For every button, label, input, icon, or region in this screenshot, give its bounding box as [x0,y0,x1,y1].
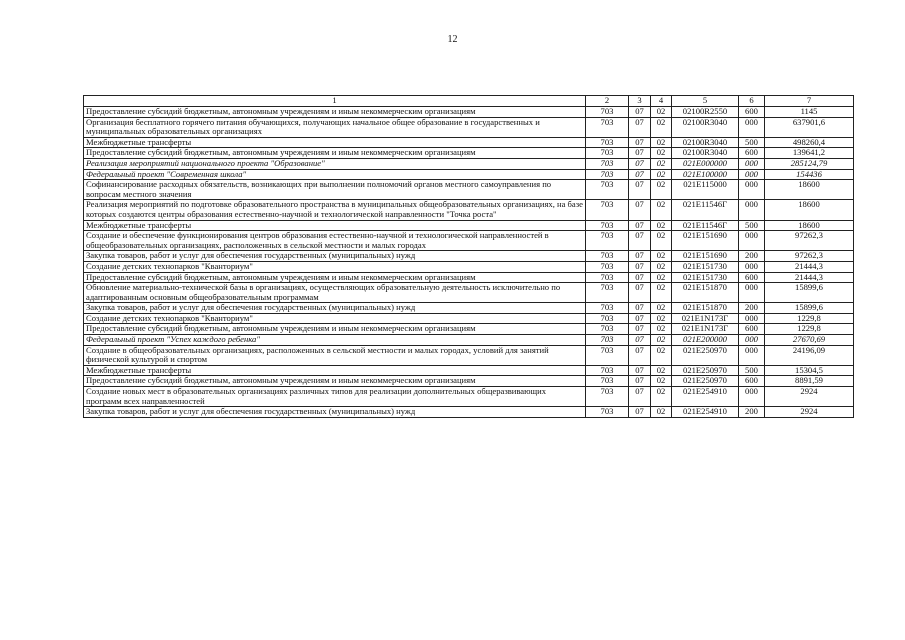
row-name: Межбюджетные трансферты [84,365,586,376]
row-name: Предоставление субсидий бюджетным, автономным учреждениям и иным некоммерческим организациям [84,376,586,387]
table-row [84,148,854,159]
table-row [84,387,854,407]
row-name: Создание детских технопарков "Кванториум" [84,313,586,324]
row-amount: 15899,6 [765,303,854,314]
row-name: Обновление материально-технической базы в организациях, осуществляющих образовательную деятельность исключительно по адаптированным основным общеобразовательным программам [84,283,586,303]
row-subsection-code: 02 [651,148,672,159]
row-subsection-code: 02 [651,117,672,137]
row-name: Создание новых мест в образовательных организациях различных типов для реализации дополнительных общеразвивающих программ всех направленностей [84,387,586,407]
header-col-2: 2 [586,96,629,107]
row-subsection-code: 02 [651,137,672,148]
row-name: Реализация мероприятий национального проекта "Образование" [84,158,586,169]
row-subsection-code: 02 [651,376,672,387]
row-amount: 498260,4 [765,137,854,148]
row-section-code: 07 [629,169,651,180]
table-row [84,303,854,314]
row-name: Закупка товаров, работ и услуг для обеспечения государственных (муниципальных) нужд [84,251,586,262]
row-section-code: 07 [629,158,651,169]
row-chapter-code: 703 [586,303,629,314]
header-col-5: 5 [672,96,739,107]
row-section-code: 07 [629,324,651,335]
row-chapter-code: 703 [586,335,629,346]
row-subsection-code: 02 [651,251,672,262]
table-row [84,272,854,283]
budget-table [83,95,854,418]
row-target-article: 021E1N173Г [672,324,739,335]
row-expense-type: 200 [739,407,765,418]
row-chapter-code: 703 [586,107,629,118]
row-section-code: 07 [629,313,651,324]
table-body [84,107,854,418]
row-chapter-code: 703 [586,345,629,365]
row-subsection-code: 02 [651,180,672,200]
row-target-article: 021E254910 [672,407,739,418]
row-amount: 285124,79 [765,158,854,169]
row-chapter-code: 703 [586,137,629,148]
row-section-code: 07 [629,365,651,376]
row-section-code: 07 [629,376,651,387]
table-row [84,169,854,180]
row-amount: 1229,8 [765,324,854,335]
row-amount: 18600 [765,220,854,231]
row-target-article: 021E151730 [672,261,739,272]
row-expense-type: 500 [739,365,765,376]
row-expense-type: 000 [739,231,765,251]
table-row [84,324,854,335]
row-subsection-code: 02 [651,365,672,376]
row-expense-type: 600 [739,324,765,335]
row-target-article: 021E151870 [672,303,739,314]
row-chapter-code: 703 [586,376,629,387]
row-amount: 154436 [765,169,854,180]
table-row [84,251,854,262]
row-chapter-code: 703 [586,313,629,324]
row-name: Закупка товаров, работ и услуг для обеспечения государственных (муниципальных) нужд [84,407,586,418]
row-section-code: 07 [629,200,651,220]
row-section-code: 07 [629,283,651,303]
row-expense-type: 000 [739,345,765,365]
row-chapter-code: 703 [586,169,629,180]
row-chapter-code: 703 [586,180,629,200]
row-subsection-code: 02 [651,220,672,231]
header-col-3: 3 [629,96,651,107]
row-subsection-code: 02 [651,407,672,418]
row-subsection-code: 02 [651,261,672,272]
row-subsection-code: 02 [651,345,672,365]
row-expense-type: 000 [739,169,765,180]
table-row [84,107,854,118]
table-row [84,231,854,251]
table-row [84,200,854,220]
row-target-article: 021E250970 [672,376,739,387]
row-target-article: 02100R3040 [672,137,739,148]
row-expense-type: 600 [739,148,765,159]
row-amount: 97262,3 [765,251,854,262]
row-name: Предоставление субсидий бюджетным, автономным учреждениям и иным некоммерческим организациям [84,107,586,118]
row-subsection-code: 02 [651,272,672,283]
row-amount: 1229,8 [765,313,854,324]
row-expense-type: 000 [739,200,765,220]
row-expense-type: 000 [739,117,765,137]
row-target-article: 021E115000 [672,180,739,200]
row-section-code: 07 [629,220,651,231]
row-subsection-code: 02 [651,303,672,314]
row-name: Межбюджетные трансферты [84,137,586,148]
table-row [84,335,854,346]
row-amount: 24196,09 [765,345,854,365]
row-subsection-code: 02 [651,231,672,251]
row-target-article: 021E250970 [672,365,739,376]
row-target-article: 021E000000 [672,158,739,169]
row-subsection-code: 02 [651,158,672,169]
row-amount: 21444,3 [765,272,854,283]
row-amount: 15304,5 [765,365,854,376]
row-target-article: 021E11546Г [672,200,739,220]
row-expense-type: 000 [739,283,765,303]
row-name: Предоставление субсидий бюджетным, автономным учреждениям и иным некоммерческим организациям [84,272,586,283]
row-expense-type: 500 [739,137,765,148]
row-name: Реализация мероприятий по подготовке образовательного пространства в муниципальных общеобразовательных организациях, на базе которых создаются центры образования естественно-научной и технологической направленности "Точка роста" [84,200,586,220]
table-row [84,158,854,169]
row-amount: 18600 [765,200,854,220]
row-expense-type: 000 [739,387,765,407]
row-section-code: 07 [629,148,651,159]
row-section-code: 07 [629,335,651,346]
row-section-code: 07 [629,261,651,272]
row-chapter-code: 703 [586,200,629,220]
row-expense-type: 600 [739,272,765,283]
row-amount: 8891,59 [765,376,854,387]
table-row [84,313,854,324]
row-amount: 2924 [765,387,854,407]
table-row [84,180,854,200]
row-target-article: 021E254910 [672,387,739,407]
row-section-code: 07 [629,231,651,251]
row-subsection-code: 02 [651,169,672,180]
row-subsection-code: 02 [651,200,672,220]
row-target-article: 021E151870 [672,283,739,303]
row-section-code: 07 [629,303,651,314]
row-section-code: 07 [629,272,651,283]
row-name: Федеральный проект "Современная школа" [84,169,586,180]
row-amount: 18600 [765,180,854,200]
row-target-article: 021E151730 [672,272,739,283]
row-target-article: 021E1N173Г [672,313,739,324]
row-target-article: 02100R3040 [672,148,739,159]
header-col-7: 7 [765,96,854,107]
row-amount: 637901,6 [765,117,854,137]
row-section-code: 07 [629,387,651,407]
row-name: Софинансирование расходных обязательств, возникающих при выполнении полномочий органов местного самоуправления по вопросам местного значения [84,180,586,200]
row-expense-type: 000 [739,313,765,324]
header-col-4: 4 [651,96,672,107]
row-amount: 1145 [765,107,854,118]
row-chapter-code: 703 [586,324,629,335]
row-target-article: 021E200000 [672,335,739,346]
row-chapter-code: 703 [586,117,629,137]
row-name: Предоставление субсидий бюджетным, автономным учреждениям и иным некоммерческим организациям [84,324,586,335]
row-target-article: 021E151690 [672,251,739,262]
row-name: Закупка товаров, работ и услуг для обеспечения государственных (муниципальных) нужд [84,303,586,314]
row-section-code: 07 [629,117,651,137]
row-target-article: 02100R2550 [672,107,739,118]
row-name: Предоставление субсидий бюджетным, автономным учреждениям и иным некоммерческим организациям [84,148,586,159]
row-name: Организация бесплатного горячего питания обучающихся, получающих начальное общее образование в государственных и муниципальных образовательных организациях [84,117,586,137]
row-expense-type: 000 [739,335,765,346]
row-chapter-code: 703 [586,158,629,169]
table-row [84,345,854,365]
row-chapter-code: 703 [586,365,629,376]
row-amount: 27670,69 [765,335,854,346]
table-row [84,220,854,231]
row-subsection-code: 02 [651,283,672,303]
row-chapter-code: 703 [586,251,629,262]
table-row [84,117,854,137]
row-chapter-code: 703 [586,407,629,418]
row-subsection-code: 02 [651,387,672,407]
header-col-6: 6 [739,96,765,107]
header-col-1: 1 [84,96,586,107]
table-row [84,365,854,376]
row-name: Создание в общеобразовательных организациях, расположенных в сельской местности и малых городах, условий для занятий физической культурой и спортом [84,345,586,365]
table-row [84,407,854,418]
table-row [84,261,854,272]
row-subsection-code: 02 [651,335,672,346]
row-chapter-code: 703 [586,231,629,251]
row-target-article: 021E100000 [672,169,739,180]
row-target-article: 02100R3040 [672,117,739,137]
row-expense-type: 600 [739,376,765,387]
row-subsection-code: 02 [651,324,672,335]
row-section-code: 07 [629,407,651,418]
page-number: 12 [447,34,458,45]
row-amount: 15899,6 [765,283,854,303]
row-chapter-code: 703 [586,148,629,159]
row-chapter-code: 703 [586,220,629,231]
row-name: Межбюджетные трансферты [84,220,586,231]
row-section-code: 07 [629,180,651,200]
row-amount: 21444,3 [765,261,854,272]
row-target-article: 021E11546Г [672,220,739,231]
row-chapter-code: 703 [586,387,629,407]
row-expense-type: 600 [739,107,765,118]
table-row [84,283,854,303]
row-expense-type: 000 [739,261,765,272]
row-expense-type: 200 [739,303,765,314]
row-subsection-code: 02 [651,313,672,324]
table-row [84,376,854,387]
row-section-code: 07 [629,345,651,365]
row-chapter-code: 703 [586,261,629,272]
row-section-code: 07 [629,251,651,262]
row-expense-type: 000 [739,180,765,200]
row-expense-type: 000 [739,158,765,169]
row-chapter-code: 703 [586,283,629,303]
row-expense-type: 200 [739,251,765,262]
row-target-article: 021E250970 [672,345,739,365]
row-name: Создание и обеспечение функционирования центров образования естественно-научной и технологической направленностей в общеобразовательных организациях, расположенных в сельской местности и малых городах [84,231,586,251]
table-row [84,137,854,148]
row-name: Создание детских технопарков "Кванториум" [84,261,586,272]
row-section-code: 07 [629,137,651,148]
row-chapter-code: 703 [586,272,629,283]
table-header-row [84,96,854,107]
row-expense-type: 500 [739,220,765,231]
row-amount: 139641,2 [765,148,854,159]
row-name: Федеральный проект "Успех каждого ребенка" [84,335,586,346]
row-amount: 2924 [765,407,854,418]
row-section-code: 07 [629,107,651,118]
row-amount: 97262,3 [765,231,854,251]
row-target-article: 021E151690 [672,231,739,251]
row-subsection-code: 02 [651,107,672,118]
